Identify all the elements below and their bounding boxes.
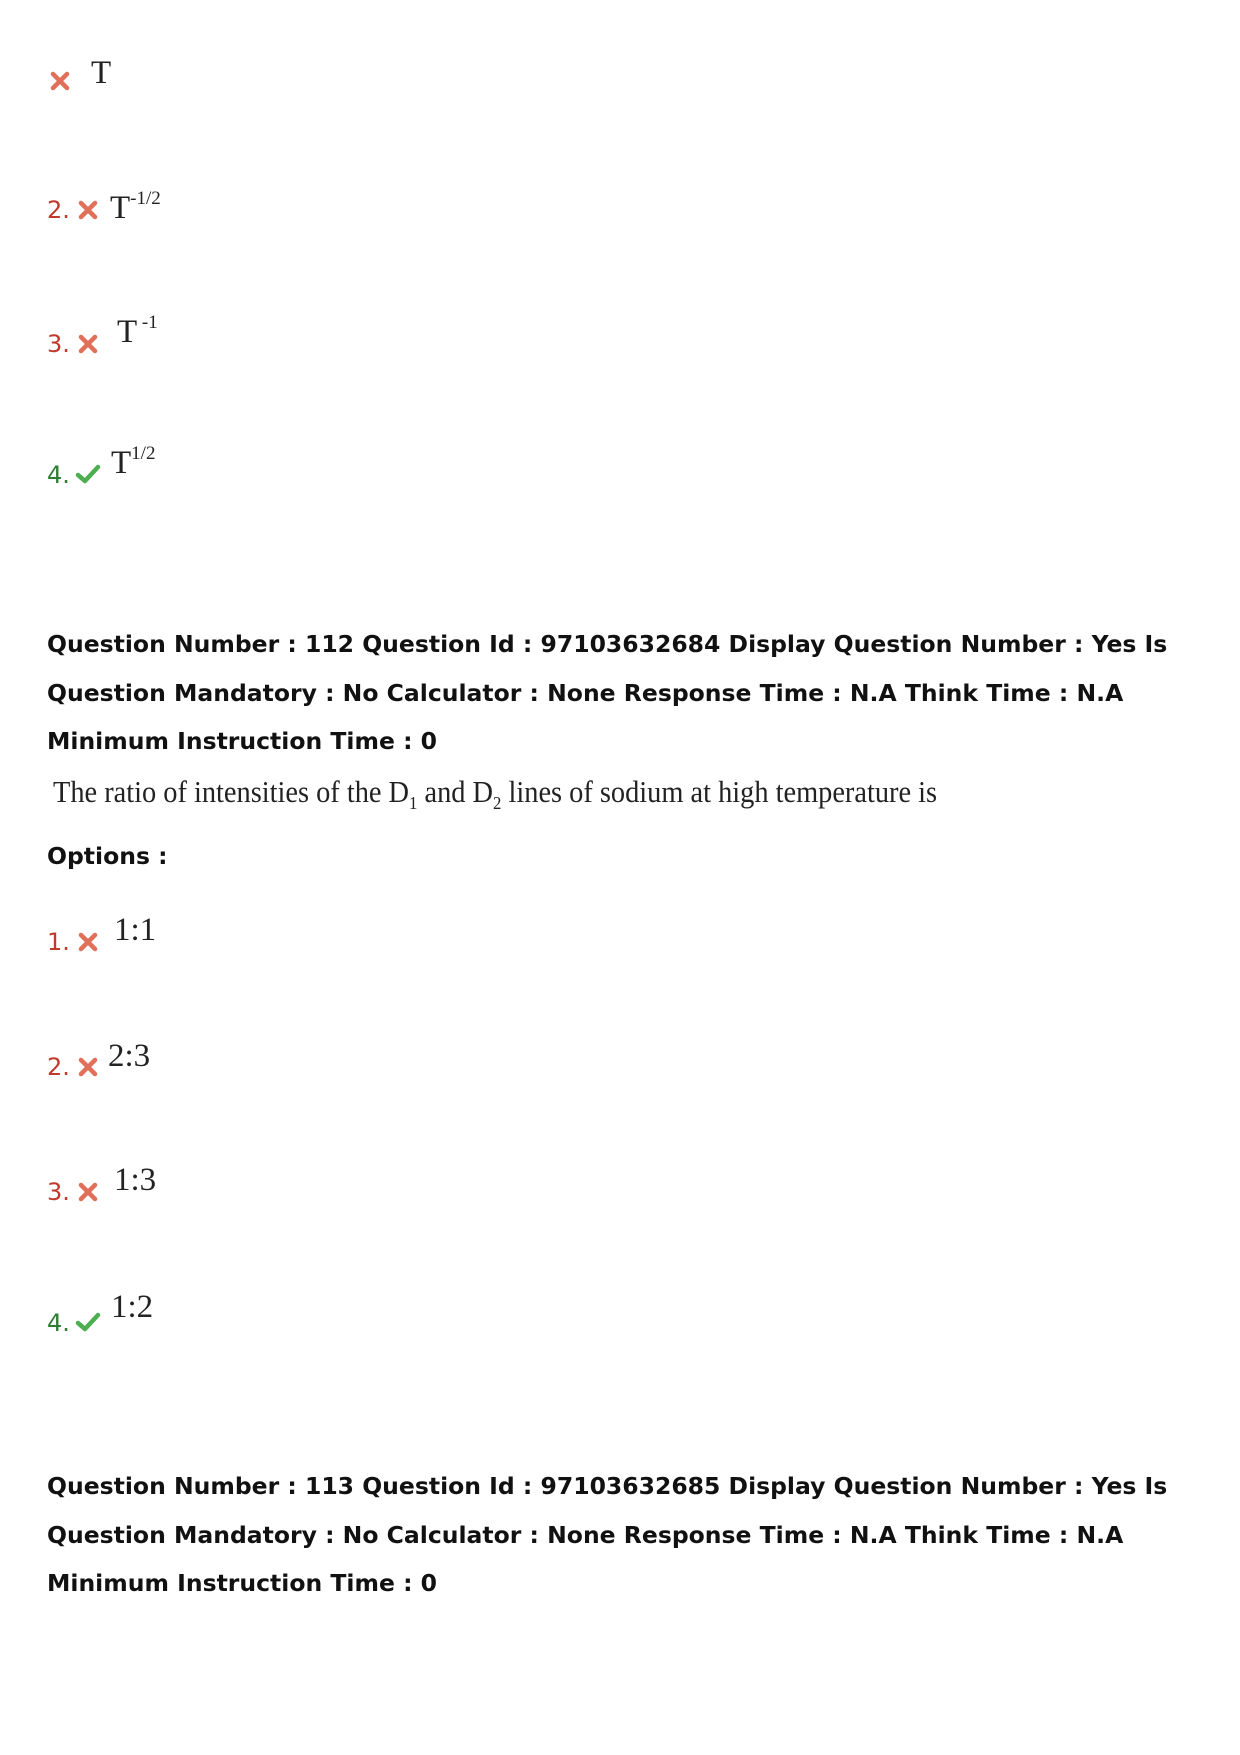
option-value: 1:3 <box>114 1162 157 1198</box>
cross-icon <box>77 333 99 355</box>
option-value: 1:1 <box>114 912 157 948</box>
cross-icon <box>49 70 71 92</box>
question-text: The ratio of intensities of the $D_1$ and $D_2$ lines of sodium at high temperature is <box>53 775 938 814</box>
question-meta-113: Question Number : 113 Question Id : 97103632685 Display Question Number : Yes Is Question Mandatory : No Calculator : None Response Time : N.A Think Time : N.A Minimum Instruction Time : 0 <box>47 1472 1168 1597</box>
option-value: 1:2 <box>111 1289 154 1325</box>
question-meta-112: Question Number : 112 Question Id : 97103632684 Display Question Number : Yes Is Question Mandatory : No Calculator : None Response Time : N.A Think Time : N.A Minimum Instruction Time : 0 <box>47 630 1168 755</box>
option-value: T <box>91 55 112 91</box>
cross-icon <box>77 199 99 221</box>
cross-icon <box>77 1181 99 1203</box>
option-number: 4. <box>47 461 70 489</box>
option-number: 3. <box>47 330 70 358</box>
option-value: 2:3 <box>108 1038 151 1074</box>
check-icon <box>75 463 101 485</box>
options-label: Options : <box>47 842 168 870</box>
cross-icon <box>77 1056 99 1078</box>
option-value: $T^{1/2}$ <box>111 443 156 481</box>
option-number: 4. <box>47 1309 70 1337</box>
option-number: 2. <box>47 196 70 224</box>
check-icon <box>75 1311 101 1333</box>
cross-icon <box>77 931 99 953</box>
option-value: T $^{-1}$ <box>117 312 158 350</box>
option-number: 2. <box>47 1053 70 1081</box>
option-value: $T^{-1/2}$ <box>110 188 161 226</box>
option-number: 1. <box>47 928 70 956</box>
option-number: 3. <box>47 1178 70 1206</box>
